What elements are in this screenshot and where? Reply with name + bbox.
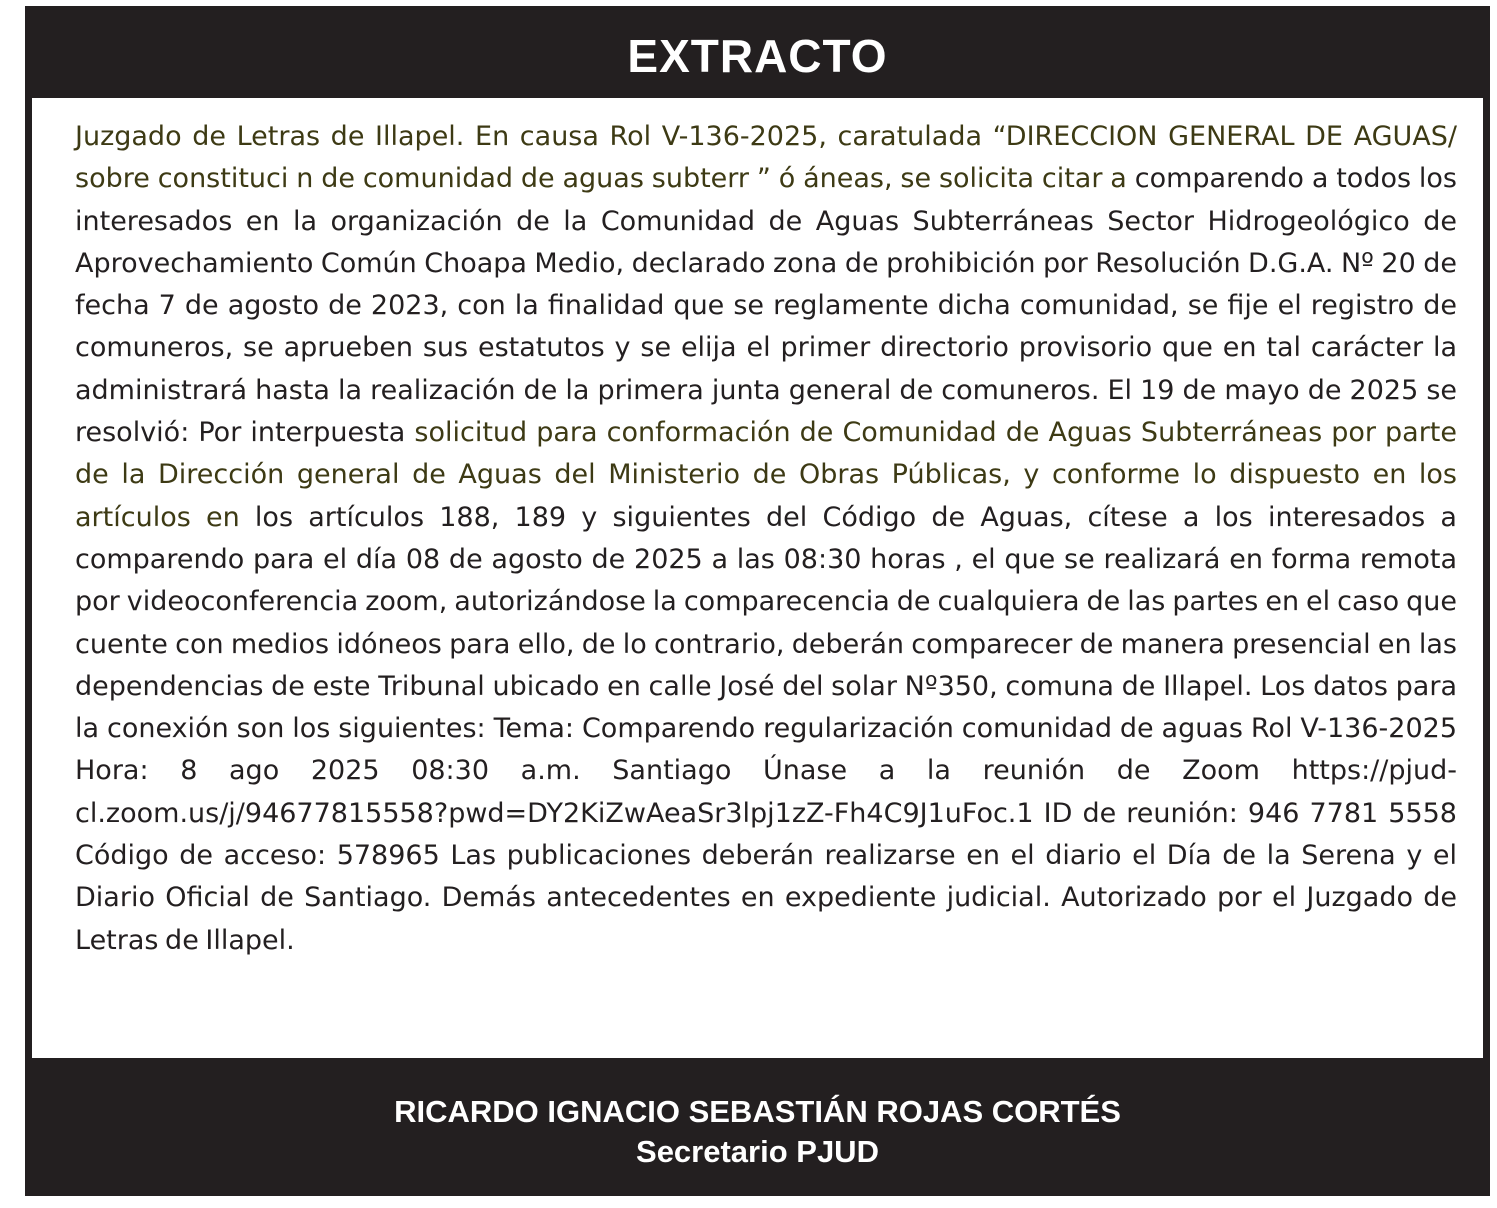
notice-body [32,98,1483,1058]
body-text-segment-1: Juzgado de Letras de Illapel. En causa Rol V-136-2025, caratulada “DIRECCION GENERAL DE AGUAS/ sobre constituci n de comunidad de aguas subterr ” ó áneas, se solicita citar a [75,121,1457,195]
signer-name: RICARDO IGNACIO SEBASTIÁN ROJAS CORTÉS [394,1094,1121,1129]
legal-notice [25,6,1490,1196]
body-text-segment-3: solicitud para conformación de Comunidad de Aguas Subterráneas por parte de la Dirección general de Aguas del Ministerio de Obras Públicas, y conforme lo dispuesto en los artículos en [75,417,1457,533]
notice-header [25,6,1490,98]
notice-footer [25,1058,1490,1196]
body-text-segment-4: los artículos 188, 189 y siguientes del Código de Aguas, cítese a los interesados a comparendo para el día 08 de agosto de 2025 a las 08:30 horas , el que se realizará en forma remota por videoconferencia zoom, autorizándose la comparecencia de cualquiera de las partes en el caso que cuente con medios idóneos para ello, de lo contrario, deberán comparecer de manera presencial en las dependencias de este Tribunal ubicado en calle José del solar Nº350, comuna de Illapel. Los datos para la conexión son los siguientes: Tema: Comparendo regularización comunidad de aguas Rol V-136-2025 Hora: 8 ago 2025 08:30 a.m. Santiago Únase a la reunión de Zoom https://pjud-cl.zoom.us/j/94677815558?pwd=DY2KiZwAeaSr3lpj1zZ-Fh4C9J1uFoc.1 ID de reunión: 946 7781 5558 Código de acceso: 578965 Las publicaciones deberán realizarse en el diario el Día de la Serena y el Diario Oficial de Santiago. Demás antecedentes en expediente judicial. Autorizado por el Juzgado de Letras de Illapel. [75,501,1457,956]
notice-title: EXTRACTO [627,30,888,82]
notice-body-text [75,116,1457,962]
body-text-segment-2: comparendo a todos los interesados en la organización de la Comunidad de Aguas Subterráneas Sector Hidrogeológico de Aprovechamiento Común Choapa Medio, declarado zona de prohibición por Resolución D.G.A. Nº 20 de fecha 7 de agosto de 2023, con la finalidad que se reglamente dicha comunidad, se fije el registro de comuneros, se aprueben sus estatutos y se elija el primer directorio provisorio que en tal carácter la administrará hasta la realización de la primera junta general de comuneros. El 19 de mayo de 2025 se resolvió: Por interpuesta [75,163,1457,449]
signer-title: Secretario PJUD [636,1134,879,1169]
